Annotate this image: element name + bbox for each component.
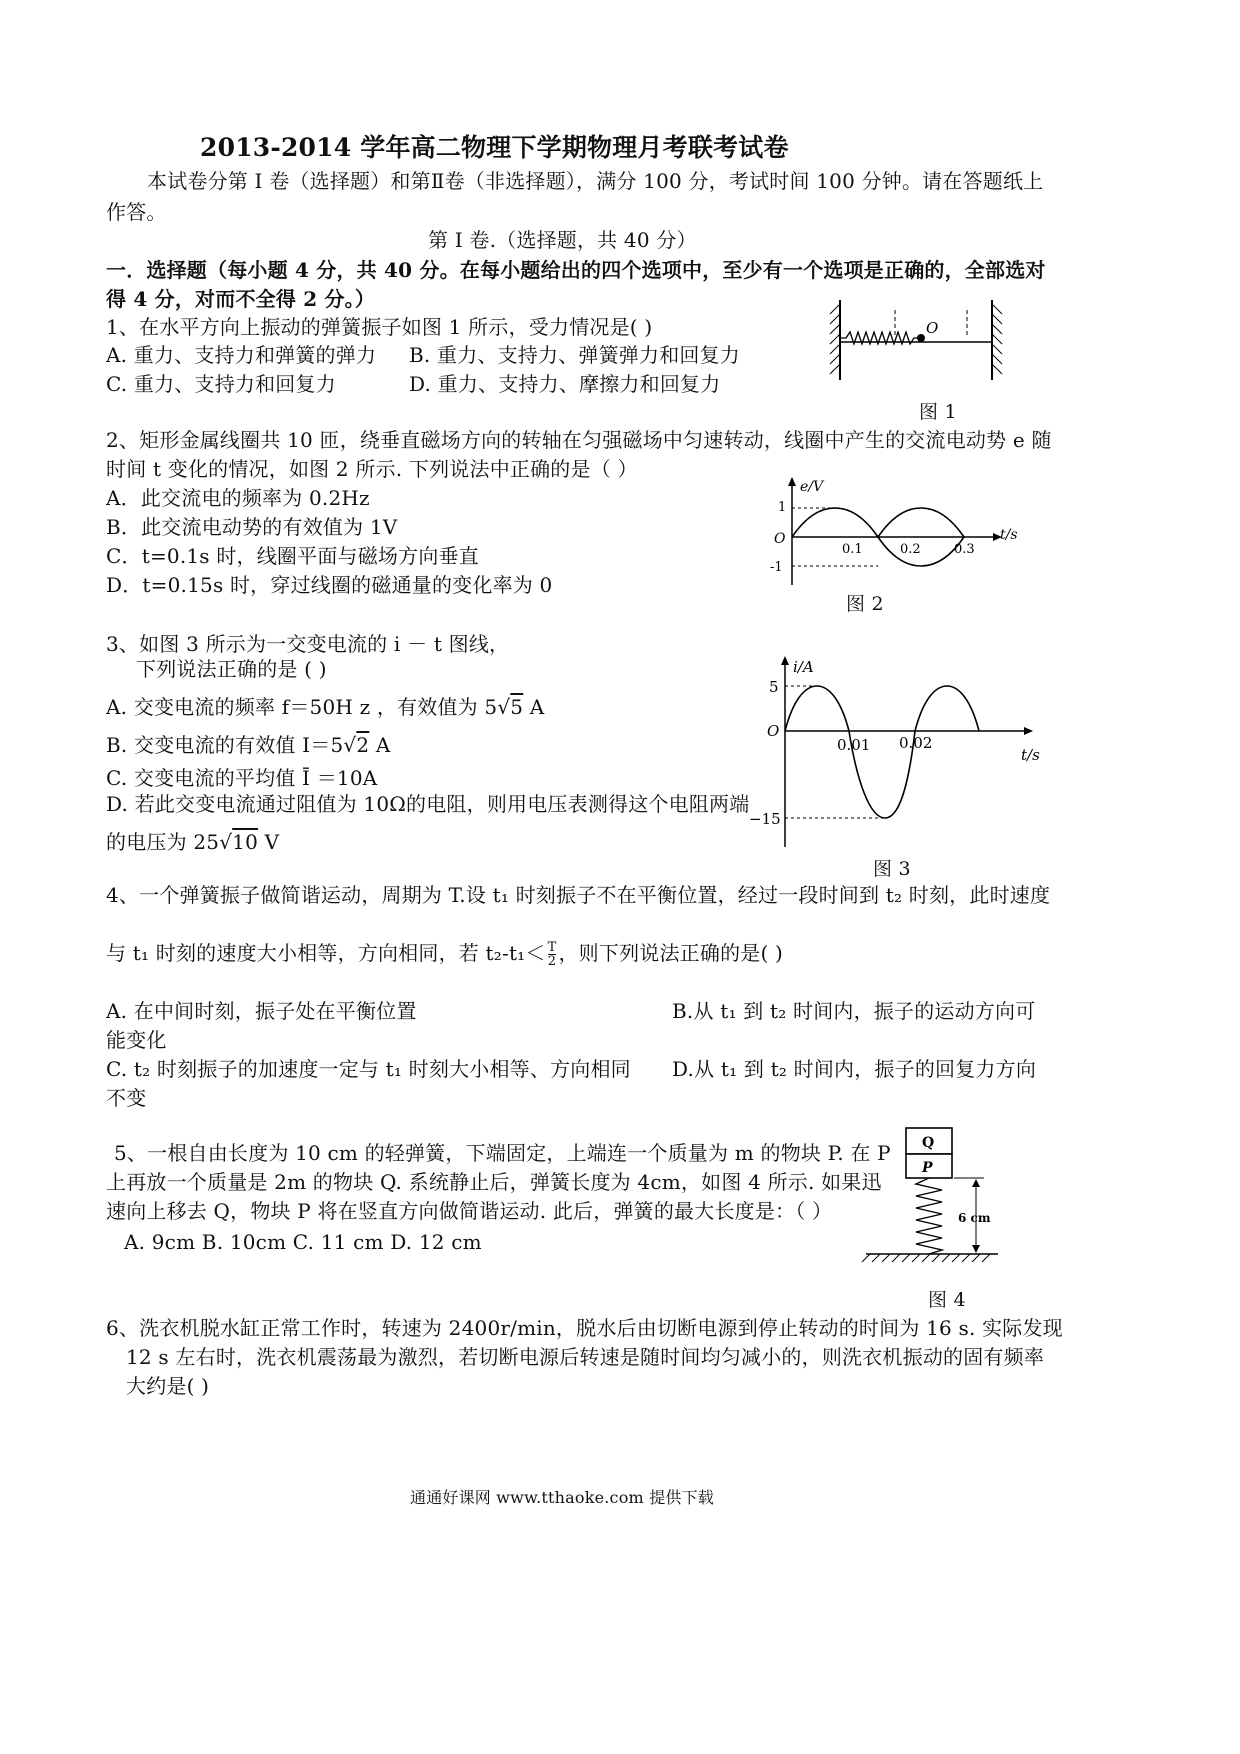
- q2-stem-line-2: 时间 t 变化的情况，如图 2 所示. 下列说法中正确的是（ ）: [106, 457, 638, 481]
- q4-stem-line-1: 4、一个弹簧振子做简谐运动，周期为 T.设 t₁ 时刻振子不在平衡位置，经过一段时间到 t₂ 时刻，此时速度: [106, 883, 1051, 907]
- q4-stem-text: 与 t₁ 时刻的速度大小相等，方向相同，若 t₂-t₁＜: [106, 941, 546, 965]
- q6-stem-line-3: 大约是( ): [126, 1374, 210, 1398]
- figure-2-x-tick-1: 0.1: [842, 542, 863, 557]
- q5-stem-line-3: 速向上移去 Q，物块 P 将在竖直方向做简谐运动. 此后，弹簧的最大长度是：（ ）: [106, 1199, 833, 1223]
- q3-option-a-sqrt-sign: √: [497, 695, 511, 719]
- q3-option-d-line-1: D. 若此交变电流通过阻值为 10Ω的电阻，则用电压表测得这个电阻两端: [106, 792, 750, 816]
- q1-option-b: B. 重力、支持力、弹簧弹力和回复力: [409, 343, 741, 367]
- figure-3-caption: 图 3: [873, 858, 911, 880]
- q3-option-d-text: 的电压为 25: [106, 830, 220, 854]
- figure-3-y-pos-tick: 5: [769, 678, 779, 696]
- page-title: 2013-2014 学年高二物理下学期物理月考联考试卷: [200, 133, 789, 162]
- q5-options: A. 9cm B. 10cm C. 11 cm D. 12 cm: [124, 1230, 482, 1254]
- q2-stem-line-1: 2、矩形金属线圈共 10 匝，绕垂直磁场方向的转轴在匀强磁场中匀速转动，线圈中产生的交流电动势 e 随: [106, 428, 1052, 452]
- figure-4-block-q-label: Q: [922, 1135, 935, 1151]
- figure-3-x-axis-label: t/s: [1021, 746, 1040, 764]
- q3-option-d-sqrt-sign: √: [219, 830, 233, 854]
- q3-option-a-text: A. 交变电流的频率 f＝50H z ，有效值为 5: [106, 695, 498, 719]
- q2-option-c: C．t=0.1s 时，线圈平面与磁场方向垂直: [106, 544, 479, 568]
- figure-2-emf-graph: [760, 475, 1025, 590]
- q4-option-d-continued: 不变: [106, 1086, 147, 1110]
- intro-line-1: 本试卷分第 I 卷（选择题）和第Ⅱ卷（非选择题），满分 100 分，考试时间 100 分钟。请在答题纸上: [147, 169, 1044, 193]
- q5-stem-line-2: 上再放一个质量是 2m 的物块 Q. 系统静止后，弹簧长度为 4cm，如图 4 所示. 如果迅: [106, 1170, 882, 1194]
- q3-option-b-text: B. 交变电流的有效值 I＝5: [106, 733, 344, 757]
- figure-2-y-axis-label: e/V: [800, 479, 824, 495]
- q4-fraction: [548, 941, 557, 968]
- q6-stem-line-1: 6、洗衣机脱水缸正常工作时，转速为 2400r/min，脱水后由切断电源到停止转动的时间为 16 s. 实际发现: [106, 1316, 1063, 1340]
- q3-option-d-unit: V: [258, 830, 280, 854]
- q3-stem-line-2: 下列说法正确的是 ( ): [136, 657, 327, 681]
- figure-3-y-axis-label: i/A: [793, 658, 814, 676]
- q3-option-b: [106, 731, 391, 759]
- q3-option-d-line-2: [106, 828, 279, 856]
- q4-option-d: D.从 t₁ 到 t₂ 时间内，振子的回复力方向: [672, 1057, 1037, 1081]
- q5-stem-line-1: 5、一根自由长度为 10 cm 的轻弹簧，下端固定，上端连一个质量为 m 的物块 P. 在 P: [114, 1141, 891, 1165]
- figure-1-spring-oscillator: [822, 292, 1012, 387]
- figure-1-caption: 图 1: [919, 401, 957, 423]
- q3-option-a-radicand: 5: [510, 695, 524, 719]
- figure-3-y-neg-tick: −15: [749, 810, 781, 828]
- q3-option-c: C. 交变电流的平均值 Ī ＝10A: [106, 766, 378, 790]
- q6-stem-line-2: 12 s 左右时，洗衣机震荡最为激烈，若切断电源后转速是随时间均匀减小的，则洗衣机振动的固有频率: [126, 1345, 1045, 1369]
- figure-3-current-graph: [745, 652, 1045, 852]
- figure-1-point-label: O: [926, 319, 939, 337]
- figure-2-x-tick-3: 0.3: [954, 542, 975, 557]
- q3-stem-line-1: 3、如图 3 所示为一交变电流的 i － t 图线，: [106, 632, 510, 656]
- q4-fraction-numerator: T: [547, 940, 557, 955]
- q4-option-b-continued: 能变化: [106, 1028, 167, 1052]
- q4-option-a: A. 在中间时刻，振子处在平衡位置: [106, 999, 417, 1023]
- q1-option-a: A. 重力、支持力和弹簧的弹力: [106, 343, 377, 367]
- figure-3-x-tick-2: 0.02: [899, 734, 933, 752]
- page-footer: 通通好课网 www.tthaoke.com 提供下载: [410, 1488, 714, 1507]
- q3-option-a: [106, 693, 544, 721]
- figure-2-x-axis-label: t/s: [1000, 527, 1018, 543]
- q4-option-b: B.从 t₁ 到 t₂ 时间内，振子的运动方向可: [672, 999, 1036, 1023]
- figure-2-y-neg-tick: -1: [770, 560, 783, 575]
- figure-4-dimension-label: 6 cm: [958, 1211, 991, 1225]
- figure-2-x-tick-2: 0.2: [900, 542, 921, 557]
- q4-option-c: C. t₂ 时刻振子的加速度一定与 t₁ 时刻大小相等、方向相同: [106, 1057, 631, 1081]
- figure-4-caption: 图 4: [928, 1289, 966, 1311]
- q3-option-d-radicand: 10: [232, 830, 259, 854]
- q2-option-d: D．t=0.15s 时，穿过线圈的磁通量的变化率为 0: [106, 573, 553, 597]
- q2-option-b: B．此交流电动势的有效值为 1V: [106, 515, 398, 539]
- q1-option-d: D. 重力、支持力、摩擦力和回复力: [409, 372, 721, 396]
- section1-instructions-line-1: 一．选择题（每小题 4 分，共 40 分。在每小题给出的四个选项中，至少有一个选项是正确的，全部选对: [106, 258, 1046, 282]
- figure-4-spring-blocks: [858, 1122, 1008, 1272]
- figure-4-block-p-label: P: [922, 1160, 933, 1176]
- q3-option-b-unit: A: [369, 733, 391, 757]
- q3-option-b-sqrt-sign: √: [343, 733, 357, 757]
- figure-2-origin-label: O: [774, 531, 786, 547]
- figure-2-y-pos-tick: 1: [778, 500, 787, 515]
- q1-option-c: C. 重力、支持力和回复力: [106, 372, 336, 396]
- q1-stem: 1、在水平方向上振动的弹簧振子如图 1 所示，受力情况是( ): [106, 315, 653, 339]
- q2-option-a: A．此交流电的频率为 0.2Hz: [106, 486, 370, 510]
- part1-heading: 第 I 卷.（选择题，共 40 分）: [428, 228, 697, 252]
- q4-stem-tail: ，则下列说法正确的是( ): [558, 941, 784, 965]
- q4-stem-line-2: [106, 939, 783, 968]
- figure-2-caption: 图 2: [846, 593, 884, 615]
- q4-fraction-denominator: 2: [547, 954, 557, 969]
- figure-3-origin-label: O: [767, 722, 780, 740]
- q3-option-b-radicand: 2: [356, 733, 370, 757]
- intro-line-2: 作答。: [106, 200, 167, 224]
- q3-option-a-unit: A: [523, 695, 545, 719]
- section1-instructions-line-2: 得 4 分，对而不全得 2 分。）: [106, 287, 376, 311]
- figure-3-x-tick-1: 0.01: [837, 736, 871, 754]
